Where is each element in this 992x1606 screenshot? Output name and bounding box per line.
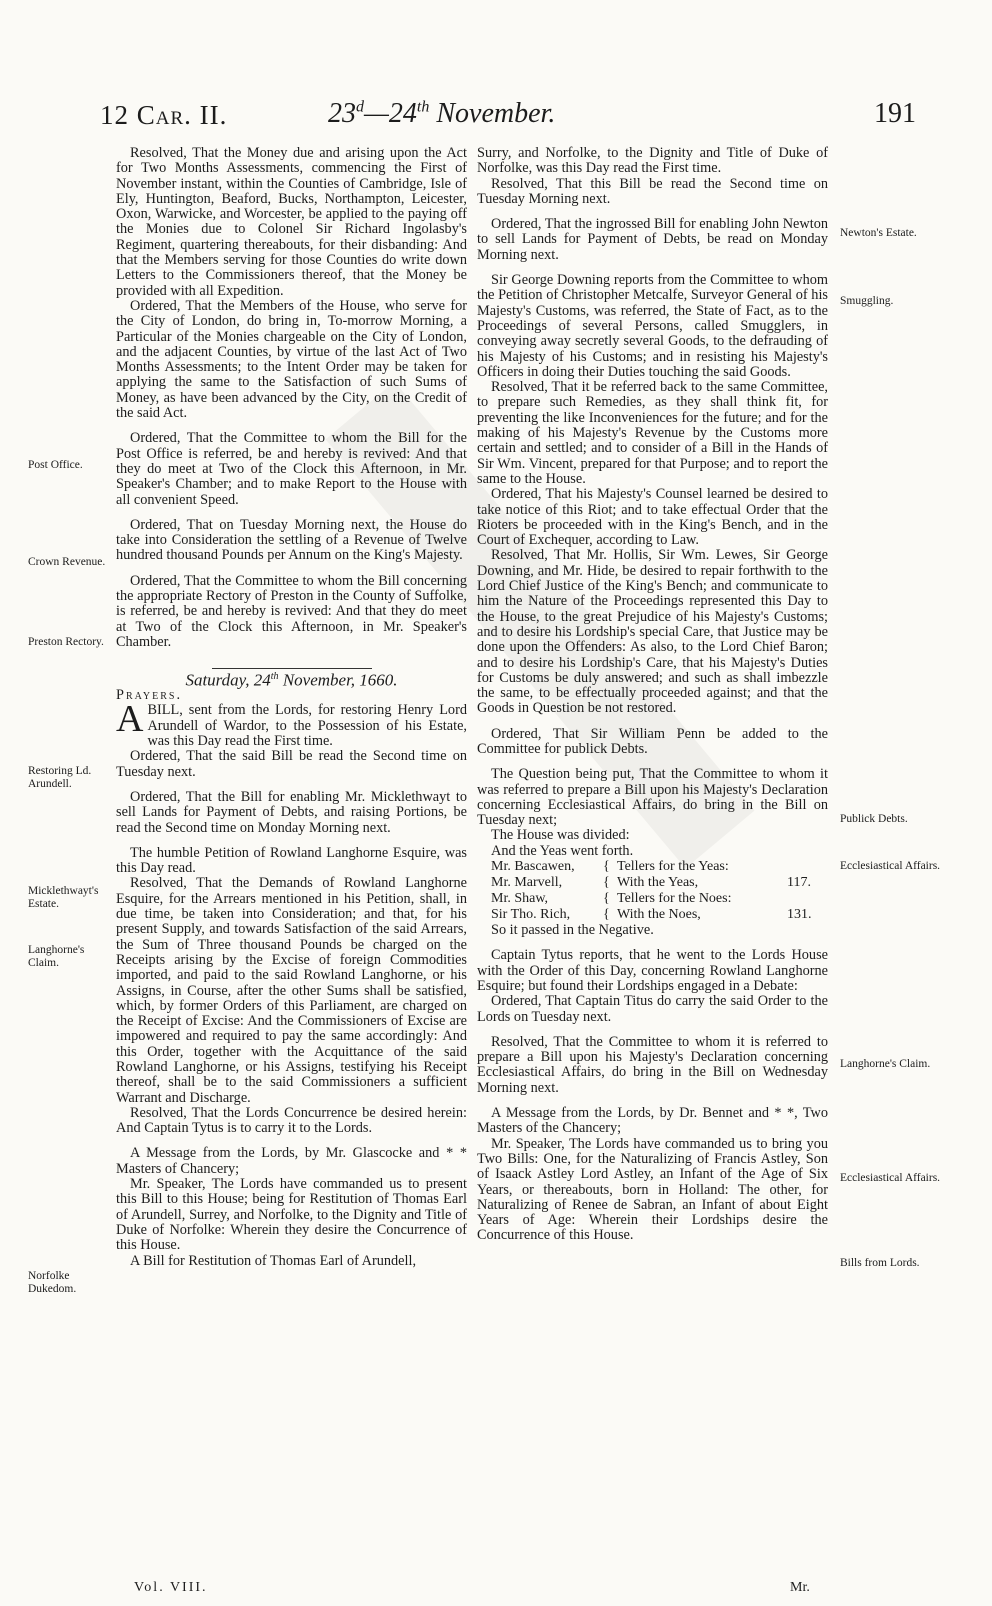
signature-mark: Vol. VIII. [134,1580,208,1595]
page-header [0,96,992,140]
paragraph: Ordered, That the Bill for enabling Mr. Micklethwayt to sell Lands for Payment of Debts, and raising Portions, be read the Second time on Monday Morning next. [116,788,467,836]
margin-note-smuggling: Smuggling. [840,295,894,307]
paragraph: The Question being put, That the Committee to whom it was referred to prepare a Bill upon his Majesty's Declaration concerning Ecclesiastical Affairs, do bring in the Bill on Tuesday next; [477,766,828,829]
paragraph: A Bill for Restitution of Thomas Earl of Arundell, [130,1252,417,1269]
paragraph: Surry, and Norfolke, to the Dignity and Title of Duke of Norfolke, was this Day read the First time. [477,145,828,177]
paragraph: Resolved, That the Money due and arising upon the Act for Two Months Assessments, commencing the First of November instant, within the Counties of Cambridge, Isle of Ely, Huntington, Beaford, Bucks, Northampton, Leicester, Oxon, Warwicke, and Worcester, be applied to the paying off the Monies due to Colonel Sir Richard Ingolasby's Regiment, quartering thereabouts, for their disbanding: And that the Members serving for those Counties do write down Letters to the Commissioners thereof, that the Money be provided with all Expedition. [116,145,467,299]
right-column [477,146,828,1244]
paragraph: Ordered, That the ingrossed Bill for enabling John Newton to sell Lands for Payment of Debts, be read on Monday Morning next. [477,216,828,263]
paragraph: ABILL, sent from the Lords, for restoring Henry Lord Arundell of Wardor, to the Possession of his Estate, was this Day read the First time. [116,698,467,750]
teller-row: Mr. Marvell, { With the Yeas, 117. [491,875,811,891]
paragraph: Resolved, That the Committee to whom it is referred to prepare a Bill upon his Majesty's Declaration concerning Ecclesiastical Affairs, do bring in the Bill on Wednesday Morning next. [477,1033,828,1096]
paragraph: Ordered, That Captain Titus do carry the said Order to the Lords on Tuesday next. [477,993,828,1025]
margin-note-publick-debts: Publick Debts. [840,813,908,825]
margin-note-ecclesiastical-2: Ecclesiastical Affairs. [840,1172,941,1184]
paragraph: Mr. Speaker, The Lords have commanded us to present this Bill to this House; being for Restitution of Thomas Earl of Arundell, Surrey, and Norfolke, to the Dignity and Title of Duke of Norfolke: Wherein they desire the Concurrence of this House. [116,1176,467,1254]
catchword: Mr. [790,1580,810,1595]
paragraph: Ordered, That his Majesty's Counsel learned be desired to take notice of this Riot; and to take effectual Order that the Rioters be proceeded with in the King's Bench, and in the Court of Exchequer, according to Law. [477,486,828,549]
page-number: 191 [874,98,916,129]
margin-note-crown-revenue: Crown Revenue. [28,556,106,568]
day-heading: Saturday, 24th November, 1660. [185,670,398,690]
paragraph: The House was divided: [491,827,630,844]
paragraph: Resolved, That the Demands of Rowland Langhorne Esquire, for the Arrears mentioned in his Petition, shall, in due time, be taken into Consideration; and that, for his present Supply, and towards Satisfaction of the said Arrears, the Sum of Three thousand Pounds be charged on the Receipts arising by the Excise of foreign Commodities imported, and paid to the said Rowland Langhorne, or his Assigns, in Course, after the other Sums shall be satisfied, which, by former Orders of this Parliament, are charged on the Receipt of Excise: And the Commissioners of Excise are impowered and required to pay the same accordingly: And this Order, together with the Acquittance of the said Rowland Langhorne, or his Assigns, testifying his Receipt thereof, shall be to the said Commissioners a sufficient Warrant and Discharge. [116,875,467,1106]
tellers-table [491,859,828,923]
paragraph: Resolved, That Mr. Hollis, Sir Wm. Lewes, Sir George Downing, and Mr. Hide, be desired to repair forthwith to the Lord Chief Justice of the King's Bench; and communicate to him the Nature of the Proceedings represented this Day to the House, to the great Prejudice of his Majesty's Customs; and to desire his Lordship's special Care, that Justice may be done upon the Offenders: As also, to the Lord Chief Baron; and to desire his Lordship's Care, that his Majesty's Duties for Customs be duly answered; and such as shall imbezzle the same, to be effectually proceeded against; and that the Goods in Question be not restored. [477,547,828,717]
margin-note-langhorne-right: Langhorne's Claim. [840,1058,931,1070]
margin-note-micklethwayt: Micklethwayt's Estate. [28,885,99,910]
date-heading: 23$^d$—24th November. [328,98,556,129]
margin-note-post-office: Post Office. [28,459,83,471]
paragraph: Resolved, That this Bill be read the Second time on Tuesday Morning next. [477,175,828,207]
paragraph: The humble Petition of Rowland Langhorne Esquire, was this Day read. [116,844,467,877]
teller-row: Mr. Shaw, { Tellers for the Noes: [491,891,732,907]
margin-note-restoring-arundell: Restoring Ld. Arundell. [28,765,92,790]
paragraph: Ordered, That the Committee to whom the Bill for the Post Office is referred, be and hereby is revived: And that they do meet at Two of the Clock this Afternoon, in Mr. Speaker's Chamber; and to make Report to the House with all convenient Speed. [116,430,467,508]
paragraph: A Message from the Lords, by Mr. Glascocke and * * Masters of Chancery; [116,1145,467,1177]
reign-heading: 12 Car. II. [100,100,228,130]
left-column [116,146,467,1269]
margin-note-norfolke: Norfolke Dukedom. [28,1270,77,1295]
paragraph: Ordered, That the said Bill be read the Second time on Tuesday next. [116,748,467,780]
paragraph: Mr. Speaker, The Lords have commanded us to bring you Two Bills: One, for the Naturalizing of Francis Astley, Son of Isaack Astley Lord Astley, an Infant of the Age of Six Years, or thereabouts, born in Holland: The other, for Naturalizing of Renee de Sabran, an Infant of about Eight Years of Age: Wherein their Lordships desire the Concurrence of this House. [477,1135,828,1244]
teller-row: Mr. Bascawen, { Tellers for the Yeas: [491,859,729,875]
margin-note-newton: Newton's Estate. [840,227,917,239]
paragraph: Sir George Downing reports from the Committee to whom the Petition of Christopher Metcalfe, Surveyor General of his Majesty's Customs, was referred, the State of Fact, as to the Proceedings of several Persons, called Smugglers, in conveying away secretly several Goods, to the defrauding of his Majesty of his Customs; and in resisting his Majesty's Officers in doing their Duties touching the said Goods. [477,272,828,380]
paragraph: Resolved, That the Lords Concurrence be desired herein: And Captain Tytus is to carry it to the Lords. [116,1104,467,1137]
paragraph: Captain Tytus reports, that he went to the Lords House with the Order of this Day, concerning Rowland Langhorne Esquire; but found their Lordships engaged in a Debate: [477,947,828,994]
paragraph: So it passed in the Negative. [491,922,654,939]
paragraph: A Message from the Lords, by Dr. Bennet and * *, Two Masters of the Chancery; [477,1105,828,1137]
margin-note-bills-lords: Bills from Lords. [840,1257,920,1269]
prayers-heading: Prayers. [116,687,183,704]
paragraph: Ordered, That the Committee to whom the Bill concerning the appropriate Rectory of Preston in the County of Suffolke, is referred, be and hereby is revived: And that they do meet at Two of the Clock this Afternoon, in Mr. Speaker's Chamber. [116,572,467,650]
paragraph: Ordered, That on Tuesday Morning next, the House do take into Consideration the settling of a Revenue of Twelve hundred thousand Pounds per Annum on the King's Majesty. [116,516,467,564]
margin-note-preston-rectory: Preston Rectory. [28,636,104,648]
paragraph: Ordered, That Sir William Penn be added to the Committee for publick Debts. [477,725,828,757]
drop-cap: A [116,698,144,741]
margin-note-ecclesiastical-1: Ecclesiastical Affairs. [840,860,941,872]
margin-note-langhorne: Langhorne's Claim. [28,944,85,969]
teller-row: Sir Tho. Rich, { With the Noes, 131. [491,907,812,923]
paragraph: And the Yeas went forth. [491,842,634,859]
paragraph: Resolved, That it be referred back to the same Committee, to prepare such Remedies, as they shall think fit, for preventing the like Inconveniences for the future; and for the making of his Majesty's Revenue by the Customs more certain and settled; and to consider of a Bill in the Hands of Sir Wm. Vincent, prepared for that Purpose; and to report the same to the House. [477,379,828,487]
paragraph: Ordered, That the Members of the House, who serve for the City of London, do bring in, To-morrow Morning, a Particular of the Monies chargeable on the City of London, and the adjacent Counties, by virtue of the last Act of Two Months Assessments; to the Intent Order may be taken for applying the same to the Satisfaction of such Sums of Money, as have been advanced by the City, on the Credit of the said Act. [116,297,467,422]
